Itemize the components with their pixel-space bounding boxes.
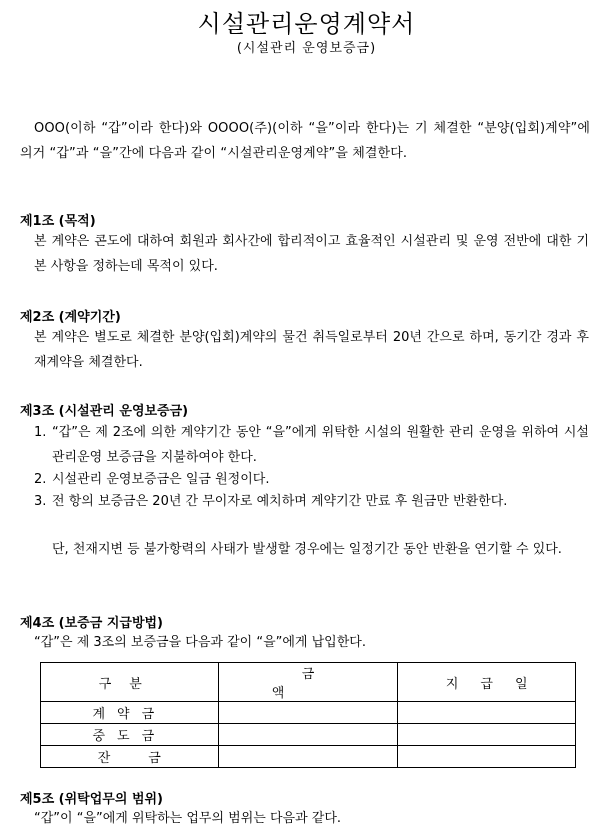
table-cell (398, 724, 576, 746)
item-number: 3. (34, 494, 47, 509)
table-header-cell: 지급일 (398, 663, 576, 702)
document-title: 시설관리운영계약서 (197, 10, 416, 38)
article-1-body: 본 계약은 콘도에 대하여 회원과 회사간에 합리적이고 효율적인 시설관리 및 운영 전반에 대한 기본 사항을 정하는데 목적이 있다. (34, 234, 589, 274)
item-number: 1. (34, 425, 47, 440)
table-cell (398, 702, 576, 724)
article-3-heading: 제3조 (시설관리 운영보증금) (20, 404, 189, 419)
item-text: 시설관리 운영보증금은 일금 원정이다. (52, 472, 270, 487)
item-text: “갑”은 제 2조에 의한 계약기간 동안 “을”에게 위탁한 시설의 원활한 관리 운영을 위하여 시설관리운영 보증금을 지불하여야 한다. (52, 425, 589, 465)
table-cell (398, 746, 576, 768)
table-cell: 잔금 (41, 746, 219, 768)
table-row (41, 724, 576, 746)
article-1-heading: 제1조 (목적) (20, 214, 96, 229)
table-cell (218, 724, 398, 746)
article-4-heading: 제4조 (보증금 지급방법) (20, 616, 164, 631)
article-3-item-1 (34, 420, 589, 470)
table-cell (218, 702, 398, 724)
item-text: 전 항의 보증금은 20년 간 무이자로 예치하며 계약기간 만료 후 원금만 반환한다. (52, 494, 508, 509)
article-2-body: 본 계약은 별도로 체결한 분양(입회)계약의 물건 취득일로부터 20년 간으로 하며, 동기간 경과 후 재계약을 체결한다. (34, 330, 589, 370)
table-cell: 계약금 (41, 702, 219, 724)
article-3-item-3 (34, 489, 589, 514)
table-header-cell: 구분 (41, 663, 219, 702)
document-subtitle: (시설관리 운영보증금) (236, 41, 377, 56)
table-cell (218, 746, 398, 768)
payment-table (40, 662, 576, 768)
intro-paragraph: OOO(이하 “갑”이라 한다)와 OOOO(주)(이하 “을”이라 한다)는 기 체결한 “분양(입회)계약”에 의거 “갑”과 “을”간에 다음과 같이 “시설관리운영계약”을 체결한다. (20, 121, 590, 161)
article-2-heading: 제2조 (계약기간) (20, 310, 121, 325)
article-5-heading: 제5조 (위탁업무의 범위) (20, 792, 164, 807)
note-text: 단, 천재지변 등 불가항력의 사태가 발생할 경우에는 일정기간 동안 반환을 연기할 수 있다. (52, 542, 562, 557)
table-header-row (41, 663, 576, 702)
table-row (41, 746, 576, 768)
item-number: 2. (34, 472, 47, 487)
table-header-cell: 금액 (218, 663, 398, 702)
article-5-body: “갑”이 “을”에게 위탁하는 업무의 범위는 다음과 같다. (34, 811, 342, 826)
article-4-body: “갑”은 제 3조의 보증금을 다음과 같이 “을”에게 납입한다. (34, 635, 366, 650)
table-row (41, 702, 576, 724)
table-cell: 중도금 (41, 724, 219, 746)
article-3-note (34, 537, 589, 562)
